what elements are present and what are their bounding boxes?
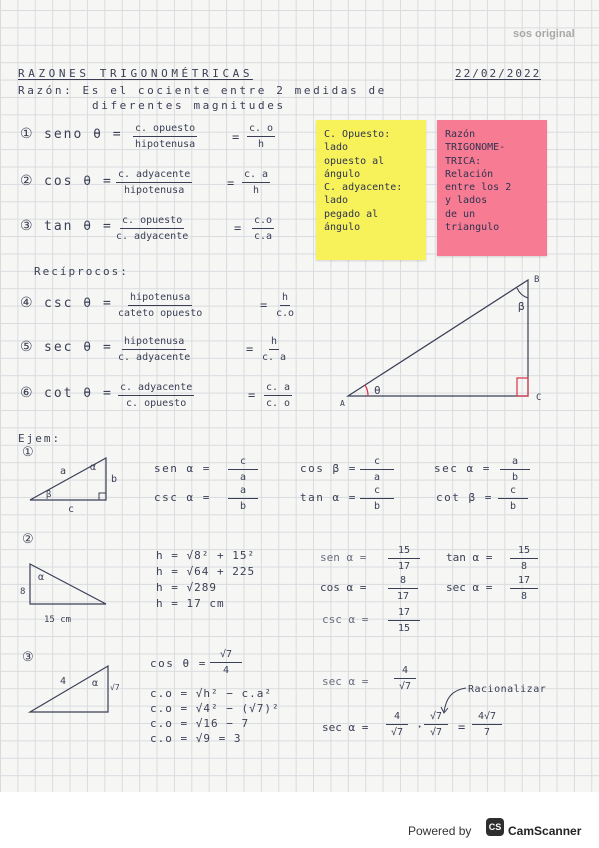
ex1-sen-alpha-fraction bbox=[228, 457, 258, 483]
example-3-triangle bbox=[26, 660, 136, 730]
ex3-sec2-fraction-a bbox=[386, 712, 408, 738]
reciprocal-5-short-den: c. a bbox=[262, 352, 287, 363]
notebook-page: sos original RAZONES TRIGONOMÉTRICAS 22/02/2022 Razón: Es el cociente entre 2 medidas de diferentes magnitudes ① seno θ = c. opuesto hipotenusa = $\frac{c. o}{h}$ ② cos θ = c. adyacente hipotenusa = $\frac{c. a}{h}$ ③ tan θ = c. opuesto c. adyacente = $\frac{c.o}{c.a}$ C. Opuesto: lado opuesto al ángulo C. adyacente: lado pegado al ángulo Razón TRIGONOME- TRICA: Relación entre los 2 y lados de un triangulo Recíprocos: ④ csc θ = hipotenusa cateto opuesto = $\frac{h}{c.o}$ ⑤ sec θ = hipotenusa c. adyacente = $\frac{h}{c. a}$ ⑥ cot θ = c. adyacente c. opuesto = $\frac{c. a}{c. o}$ B A C β θ Ejem: ① a b c α β sen α = $\frac{c}{a}$ cos β = $\frac{c}{a}$ sec α = $\frac{a}{b}$ csc α = $\frac{a}{b}$ tan α = $\frac{c}{b}$ cot β = $\frac{c}{b}$ ② 8 α 15 cm h = √8² + 15² h = √64 + 225 h = √289 h = 17 cm sen α = $\frac{15}{17}$ tan α = $\frac{15}{8}$ cos α = $\frac{8}{17}$ sec α = $\frac{17}{8}$ csc α = $\frac{17}{15}$ ③ 4 √7 α cos θ = $\frac{√7}{4}$ c.o = √h² − c.a² c.o = √4² − (√7)² c.o = √16 − 7 c.o = √9 = 3 sec α = $\frac{4}{√7}$ Racionalizar sec α = $\frac{4}{√7}$ · $\frac{√7}{√7}$ = $\frac{4√7}{7}$ bbox=[0, 0, 599, 792]
formula-2-number: ② bbox=[20, 173, 33, 189]
ex3-side: √7 bbox=[110, 683, 120, 692]
ex3-cos-label: cos θ = bbox=[150, 657, 207, 670]
ex3-sec2-result-num: 4√7 bbox=[472, 712, 502, 725]
formula-3-label: tan θ = bbox=[44, 219, 113, 234]
formula-3-short-num: c.o bbox=[252, 216, 274, 229]
ex2-step-3: h = √289 bbox=[156, 581, 217, 594]
ex1-side-c: c bbox=[68, 504, 75, 515]
ex2-csc-alpha-label: csc α = bbox=[322, 613, 369, 626]
ex1-cot-beta-label: cot β = bbox=[436, 491, 493, 504]
formula-2-short-num: c. a bbox=[242, 170, 270, 183]
reciprocal-6-short-den: c. o bbox=[266, 398, 291, 409]
ex1-angle-beta: β bbox=[46, 490, 52, 500]
ex3-step-3: c.o = √16 − 7 bbox=[150, 717, 250, 730]
reciprocal-4-number: ④ bbox=[20, 295, 33, 311]
ex1-sen-alpha-label: sen α = bbox=[154, 462, 211, 475]
ex3-sec1-num: 4 bbox=[394, 666, 416, 679]
ex3-sec1-fraction bbox=[394, 666, 416, 692]
angle-beta-label: β bbox=[518, 300, 525, 313]
ex1-csc-alpha-num: a bbox=[228, 486, 258, 499]
ex2-cos-alpha-num: 8 bbox=[388, 576, 418, 589]
reciprocals-title: Recíprocos: bbox=[34, 265, 129, 278]
ex2-cos-alpha-label: cos α = bbox=[320, 581, 367, 594]
ex2-sec-alpha-label: sec α = bbox=[446, 581, 493, 594]
ex2-angle-alpha: α bbox=[38, 572, 45, 583]
formula-1-label: seno θ = bbox=[44, 127, 123, 142]
ex3-sec2-b-den: √7 bbox=[430, 727, 443, 738]
reciprocal-5-short bbox=[262, 337, 286, 363]
reciprocal-6-short bbox=[264, 383, 292, 409]
ex1-csc-alpha-fraction bbox=[228, 486, 258, 512]
formula-3-number: ③ bbox=[20, 218, 33, 234]
ex3-sec2-a-den: √7 bbox=[390, 727, 404, 738]
formula-2-short-den: h bbox=[253, 185, 260, 196]
reciprocal-4-short-den: c.o bbox=[276, 308, 295, 319]
example-2-triangle bbox=[16, 556, 116, 628]
reciprocal-5-long bbox=[118, 337, 190, 363]
ex1-side-b: b bbox=[111, 474, 118, 485]
formula-1-number: ① bbox=[20, 126, 33, 142]
ex1-tan-alpha-num: c bbox=[360, 486, 394, 499]
powered-by-text: Powered by bbox=[408, 824, 472, 838]
reciprocal-4-long-den: cateto opuesto bbox=[118, 308, 203, 319]
reciprocal-5-long-den: c. adyacente bbox=[118, 352, 191, 363]
ex3-sec2-b-num: √7 bbox=[424, 712, 448, 725]
formula-2-short bbox=[242, 170, 270, 196]
sticky-note-yellow bbox=[316, 120, 426, 260]
formula-3-long-num: c. opuesto bbox=[120, 216, 184, 229]
reciprocal-6-long bbox=[118, 383, 194, 409]
ex1-sec-alpha-label: sec α = bbox=[434, 462, 491, 475]
formula-2-long bbox=[116, 170, 192, 196]
ex1-side-a: a bbox=[60, 466, 67, 477]
camscanner-brand: CamScanner bbox=[508, 824, 582, 838]
ex2-tan-alpha-label: tan α = bbox=[446, 551, 493, 564]
sticky-note-pink-text: Razón TRIGONOME- TRICA: Relación entre los 2 y lados de un triangulo bbox=[445, 129, 512, 234]
ex1-cot-beta-den: b bbox=[510, 501, 517, 512]
ex1-sec-alpha-num: a bbox=[500, 457, 530, 470]
vertex-b-label: B bbox=[534, 275, 540, 285]
ex1-sec-alpha-den: b bbox=[512, 472, 519, 483]
reciprocal-6-number: ⑥ bbox=[20, 385, 33, 401]
ex1-tan-alpha-fraction bbox=[360, 486, 394, 512]
ex2-bottom-side: 15 cm bbox=[44, 615, 72, 625]
ex2-sec-alpha-num: 17 bbox=[510, 576, 538, 589]
example-3-number: ③ bbox=[22, 650, 34, 665]
ex3-sec2-a-num: 4 bbox=[386, 712, 408, 725]
ex1-angle-alpha: α bbox=[90, 462, 97, 473]
camscanner-logo-icon: CS bbox=[486, 818, 504, 836]
ex3-hypotenuse: 4 bbox=[60, 676, 67, 687]
ex3-cos-fraction bbox=[210, 650, 242, 676]
ex2-tan-alpha-den: 8 bbox=[521, 561, 528, 572]
ex1-csc-alpha-label: csc α = bbox=[154, 491, 211, 504]
ex1-sen-alpha-num: c bbox=[228, 457, 258, 470]
formula-3-long bbox=[116, 216, 188, 242]
reciprocal-4-label: csc θ = bbox=[44, 296, 113, 311]
sticky-note-pink bbox=[437, 120, 547, 256]
sticky-note-yellow-text: C. Opuesto: lado opuesto al ángulo C. adyacente: lado pegado al ángulo bbox=[324, 129, 403, 234]
definition-line-2: diferentes magnitudes bbox=[92, 99, 286, 112]
formula-2-long-den: hipotenusa bbox=[124, 185, 185, 196]
ex2-cos-alpha-fraction bbox=[388, 576, 418, 602]
formula-3-short bbox=[252, 216, 274, 242]
ex2-csc-alpha-num: 17 bbox=[388, 608, 420, 621]
reciprocal-5-long-num: hipotenusa bbox=[122, 337, 186, 350]
ex1-sec-alpha-fraction bbox=[500, 457, 530, 483]
reciprocal-6-long-num: c. adyacente bbox=[118, 383, 194, 396]
ex3-step-2: c.o = √4² − (√7)² bbox=[150, 702, 280, 715]
ex2-sec-alpha-den: 8 bbox=[521, 591, 528, 602]
formula-1-long bbox=[133, 124, 197, 150]
ex1-cos-beta-num: c bbox=[360, 457, 394, 470]
reciprocal-6-label: cot θ = bbox=[44, 386, 113, 401]
reciprocal-6-long-den: c. opuesto bbox=[126, 398, 187, 409]
ex2-sen-alpha-fraction bbox=[388, 546, 420, 572]
example-2-number: ② bbox=[22, 532, 34, 547]
examples-title: Ejem: bbox=[18, 432, 62, 445]
ex3-step-4: c.o = √9 = 3 bbox=[150, 732, 242, 745]
watermark: sos original bbox=[513, 28, 575, 40]
ex2-sec-alpha-fraction bbox=[510, 576, 538, 602]
ex2-step-2: h = √64 + 225 bbox=[156, 565, 256, 578]
ex3-cos-num: √7 bbox=[210, 650, 242, 663]
formula-3-long-den: c. adyacente bbox=[116, 231, 189, 242]
page-date: 22/02/2022 bbox=[455, 67, 542, 80]
reciprocal-6-short-num: c. a bbox=[264, 383, 292, 396]
ex3-multiply-dot: · bbox=[416, 720, 424, 734]
ex1-tan-alpha-label: tan α = bbox=[300, 491, 357, 504]
ex3-sec2-result bbox=[472, 712, 502, 738]
ex2-step-4: h = 17 cm bbox=[156, 597, 225, 610]
formula-2-label: cos θ = bbox=[44, 174, 113, 189]
definition-line-1: Razón: Es el cociente entre 2 medidas de bbox=[18, 84, 387, 97]
ex3-sec1-label: sec α = bbox=[322, 675, 369, 688]
ex3-sec2-result-den: 7 bbox=[484, 727, 491, 738]
formula-2-long-num: c. adyacente bbox=[116, 170, 192, 183]
ex2-side-left: 8 bbox=[20, 587, 26, 597]
formula-1-short bbox=[247, 124, 275, 150]
ex1-cos-beta-den: a bbox=[374, 472, 381, 483]
ex2-cos-alpha-den: 17 bbox=[396, 591, 410, 602]
ex3-step-1: c.o = √h² − c.a² bbox=[150, 687, 272, 700]
page-title: RAZONES TRIGONOMÉTRICAS bbox=[18, 67, 254, 80]
reciprocal-5-number: ⑤ bbox=[20, 339, 33, 355]
racionalizar-note: Racionalizar bbox=[468, 684, 547, 695]
example-1-number: ① bbox=[22, 445, 34, 460]
formula-1-long-num: c. opuesto bbox=[133, 124, 197, 137]
reciprocal-5-label: sec θ = bbox=[44, 340, 113, 355]
reciprocal-4-short-num: h bbox=[280, 293, 290, 306]
formula-1-short-den: h bbox=[258, 139, 265, 150]
ex1-csc-alpha-den: b bbox=[240, 501, 247, 512]
angle-theta-label: θ bbox=[374, 384, 381, 397]
scanner-footer bbox=[0, 792, 599, 848]
ex3-cos-den: 4 bbox=[223, 665, 230, 676]
right-triangle-diagram bbox=[340, 270, 560, 410]
ex2-sen-alpha-label: sen α = bbox=[320, 551, 367, 564]
ex2-tan-alpha-fraction bbox=[510, 546, 538, 572]
ex2-csc-alpha-den: 15 bbox=[398, 623, 411, 634]
ex1-sen-alpha-den: a bbox=[240, 472, 247, 483]
ex1-tan-alpha-den: b bbox=[374, 501, 381, 512]
ex1-cos-beta-label: cos β = bbox=[300, 462, 357, 475]
ex3-sec1-den: √7 bbox=[398, 681, 412, 692]
reciprocal-4-long bbox=[118, 293, 202, 319]
ex1-cot-beta-fraction bbox=[498, 486, 528, 512]
reciprocal-4-short bbox=[276, 293, 294, 319]
ex2-sen-alpha-den: 17 bbox=[398, 561, 411, 572]
ex3-sec2-label: sec α = bbox=[322, 721, 369, 734]
formula-3-short-den: c.a bbox=[254, 231, 273, 242]
ex3-equals: = bbox=[458, 720, 466, 734]
ex2-sen-alpha-num: 15 bbox=[388, 546, 420, 559]
ex2-csc-alpha-fraction bbox=[388, 608, 420, 634]
vertex-a-label: A bbox=[340, 399, 345, 408]
vertex-c-label: C bbox=[536, 393, 542, 403]
ex2-step-1: h = √8² + 15² bbox=[156, 549, 256, 562]
example-1-triangle bbox=[24, 452, 134, 517]
reciprocal-5-short-num: h bbox=[269, 337, 279, 350]
formula-1-long-den: hipotenusa bbox=[135, 139, 196, 150]
formula-1-short-num: c. o bbox=[247, 124, 275, 137]
ex1-cot-beta-num: c bbox=[498, 486, 528, 499]
ex2-tan-alpha-num: 15 bbox=[510, 546, 538, 559]
ex3-angle-alpha: α bbox=[92, 678, 99, 689]
reciprocal-4-long-num: hipotenusa bbox=[128, 293, 192, 306]
ex1-cos-beta-fraction bbox=[360, 457, 394, 483]
ex3-sec2-fraction-b bbox=[424, 712, 448, 738]
